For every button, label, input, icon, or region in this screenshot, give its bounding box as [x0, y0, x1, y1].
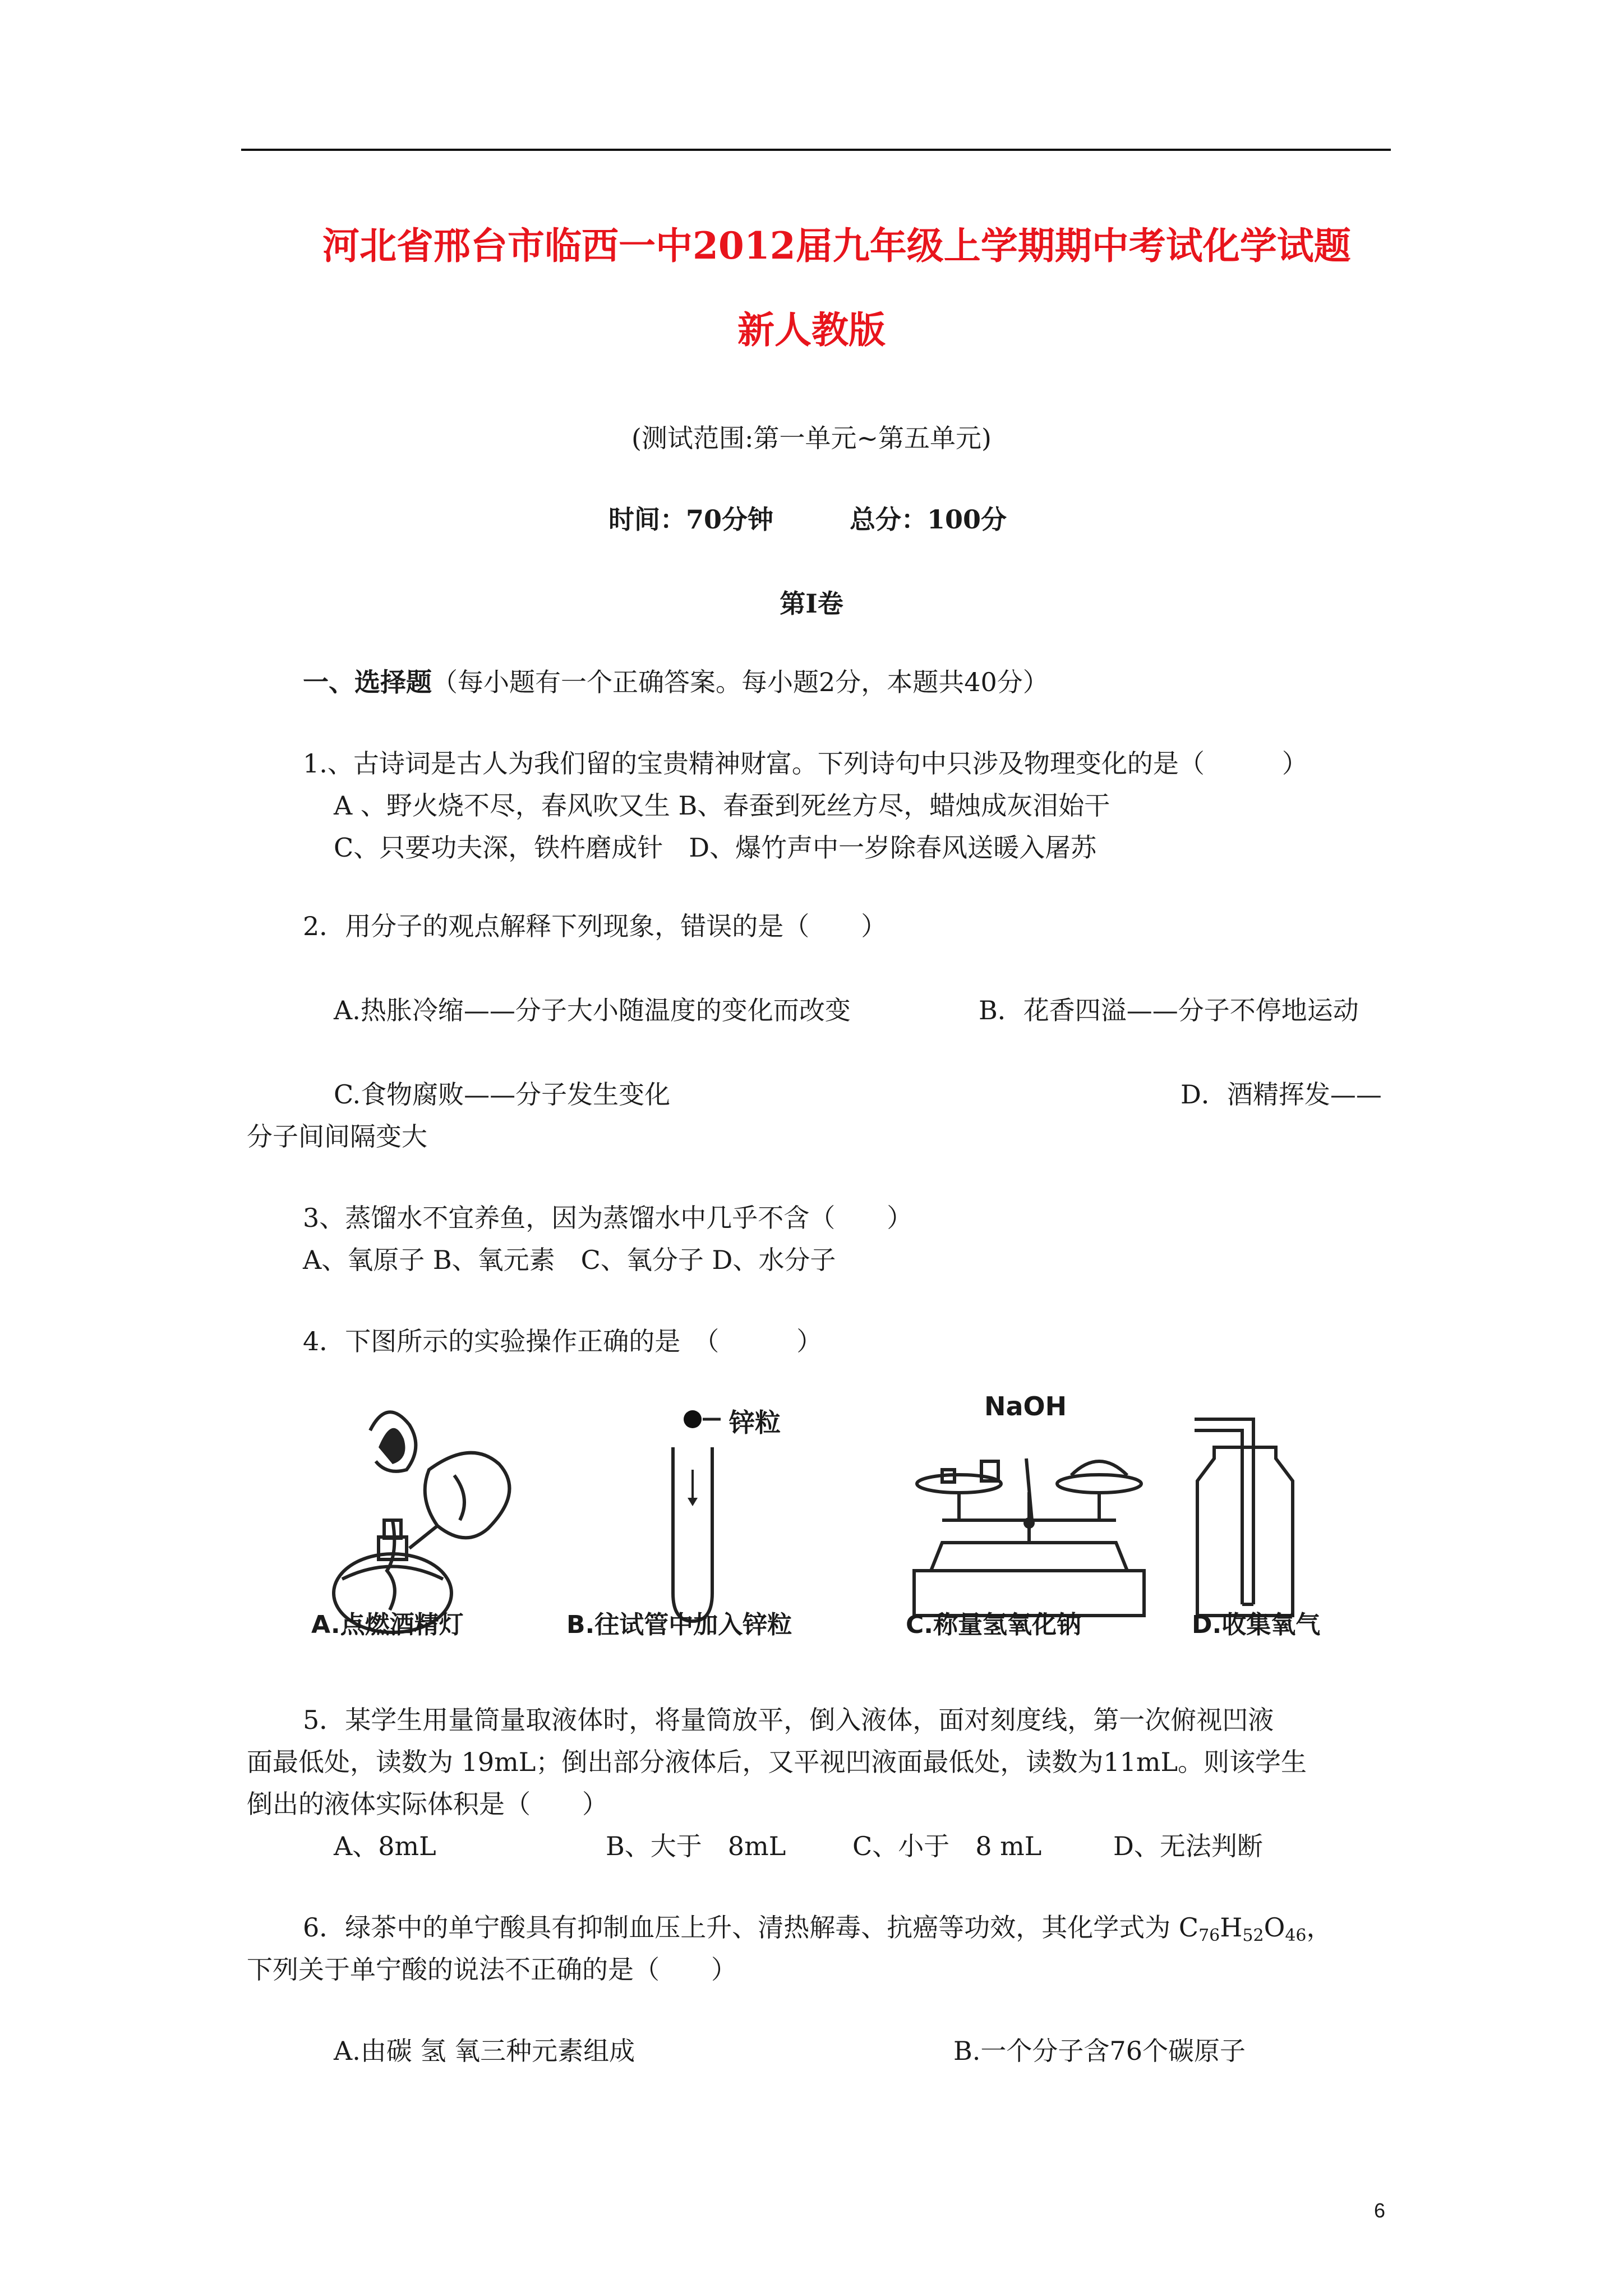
- section-note: （每小题有一个正确答案。每小题2分，本题共40分）: [432, 667, 1049, 697]
- q2-option-d-continued: 分子间间隔变大: [247, 1121, 427, 1152]
- figure-d-caption: D.收集氧气: [1192, 1611, 1321, 1639]
- q2-option-c: C.食物腐败——分子发生变化: [334, 1079, 671, 1110]
- time-label: 时间：70分钟: [608, 504, 774, 535]
- q3-stem: 3、蒸馏水不宜养鱼，因为蒸馏水中几乎不含（ ）: [303, 1203, 913, 1233]
- q1-stem: 1.、古诗词是古人为我们留的宝贵精神财富。下列诗句中只涉及物理变化的是（ ）: [303, 748, 1308, 779]
- carbon-subscript: 76: [1198, 1926, 1220, 1945]
- q6-option-a: A.由碳 氢 氧三种元素组成: [334, 2036, 635, 2066]
- q1-options-line2: C、只要功夫深，铁杵磨成针 D、爆竹声中一岁除春风送暖入屠苏: [334, 832, 1097, 863]
- q2-option-d: D．酒精挥发——: [1181, 1079, 1382, 1110]
- document-title-line1: 河北省邢台市临西一中2012届九年级上学期期中考试化学试题: [322, 224, 1351, 268]
- header-rule: [241, 149, 1391, 151]
- figure-a-caption: A.点燃酒精灯: [311, 1611, 464, 1639]
- q1-options-line1: A 、野火烧不尽，春风吹又生 B、春蚕到死丝方尽，蜡烛成灰泪始干: [334, 790, 1110, 821]
- q6-line1-end: ，: [1306, 1912, 1332, 1943]
- q6-option-b: B.一个分子含76个碳原子: [953, 2036, 1246, 2066]
- document-title-line2: 新人教版: [737, 308, 886, 352]
- hydrogen-symbol: H: [1220, 1912, 1243, 1943]
- q6-line1: [303, 1907, 1332, 1945]
- q5-option-c: C、小于 8 mL: [852, 1831, 1042, 1861]
- score-label: 总分：100分: [850, 504, 1007, 535]
- oxygen-subscript: 46: [1285, 1926, 1307, 1945]
- zinc-label: 锌粒: [729, 1407, 781, 1438]
- figure-c-caption: C.称量氢氧化钠: [906, 1611, 1082, 1639]
- q2-option-b: B．花香四溢——分子不停地运动: [979, 995, 1359, 1025]
- q5-line1: 5．某学生用量筒量取液体时，将量筒放平，倒入液体，面对刻度线，第一次俯视凹液: [303, 1705, 1274, 1735]
- section-heading: 一、选择题: [303, 667, 432, 697]
- test-scope: (测试范围:第一单元~第五单元): [631, 423, 992, 453]
- q5-option-b: B、大于 8mL: [606, 1831, 786, 1861]
- q6-line1-text: 6．绿茶中的单宁酸具有抑制血压上升、清热解毒、抗癌等功效，其化学式为 C: [303, 1912, 1199, 1943]
- volume-heading: 第I卷: [780, 588, 843, 619]
- q2-stem: 2．用分子的观点解释下列现象，错误的是（ ）: [303, 911, 887, 941]
- page-number: 6: [1374, 2199, 1386, 2222]
- oxygen-symbol: O: [1264, 1912, 1285, 1943]
- naoh-label: NaOH: [984, 1391, 1067, 1421]
- q4-stem: 4．下图所示的实验操作正确的是 （ ）: [303, 1326, 823, 1356]
- figure-b-caption: B.往试管中加入锌粒: [566, 1611, 792, 1639]
- section-heading-line: [303, 662, 1049, 699]
- q5-line3: 倒出的液体实际体积是（ ）: [247, 1789, 608, 1819]
- q5-option-a: A、8mL: [334, 1831, 436, 1861]
- q5-line2: 面最低处，读数为 19mL；倒出部分液体后，又平视凹液面最低处，读数为11mL。则该学生: [247, 1747, 1307, 1777]
- hydrogen-subscript: 52: [1242, 1926, 1264, 1945]
- q2-option-a: A.热胀冷缩——分子大小随温度的变化而改变: [334, 995, 851, 1025]
- q5-option-d: D、无法判断: [1113, 1831, 1263, 1861]
- q3-options: A、氧原子 B、氧元素 C、氧分子 D、水分子: [303, 1245, 836, 1275]
- q6-line2: 下列关于单宁酸的说法不正确的是（ ）: [247, 1954, 737, 1985]
